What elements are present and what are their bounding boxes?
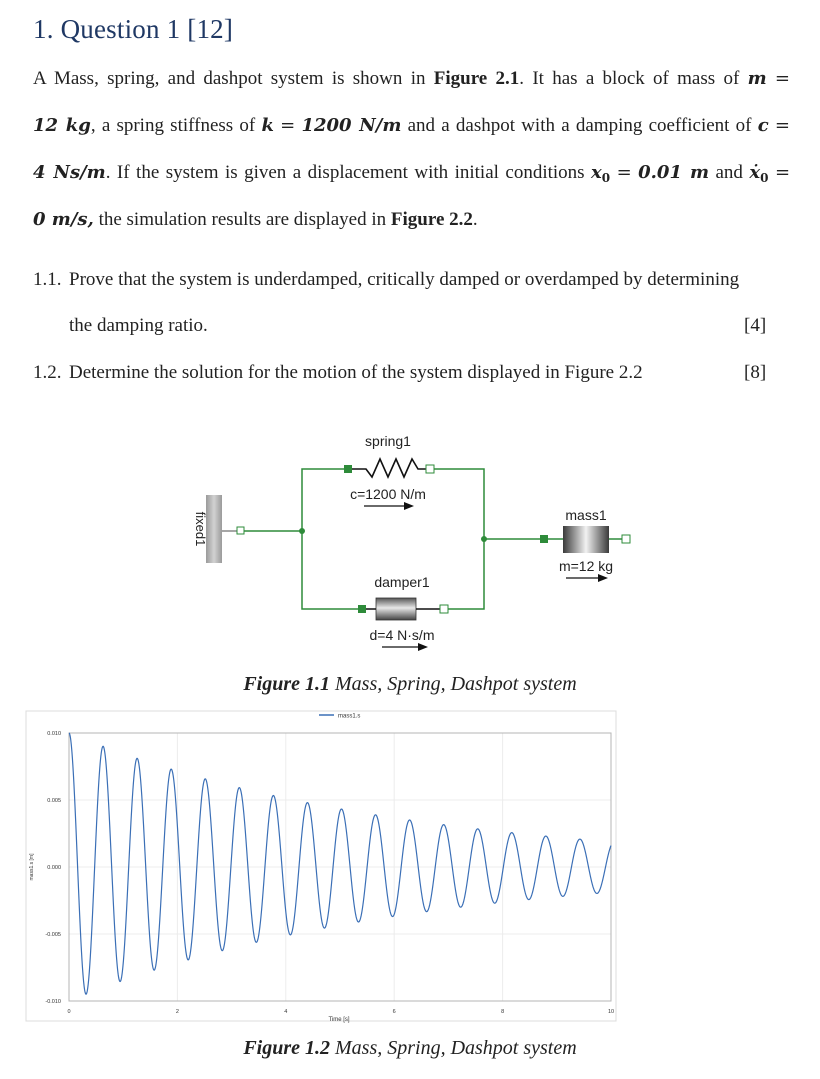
- damper-param: d=4 N·s/m: [369, 627, 435, 643]
- question-1-1-marks: [4]: [744, 315, 767, 336]
- question-1-2-number: 1.2.: [33, 362, 62, 383]
- mass-block: [563, 526, 609, 553]
- y-tick-label: 0.010: [47, 731, 61, 737]
- mass-label: mass1: [565, 507, 607, 523]
- figure-1-1-caption-bold: Figure 1.1: [243, 673, 330, 695]
- x-tick-label: 2: [175, 1009, 179, 1015]
- x-tick-label: 8: [501, 1009, 505, 1015]
- y-axis-label: mass1.s [m]: [29, 853, 35, 881]
- intro-line-1: A Mass, spring, and dashpot system is shown in Figure 2.1. It has a block of mass of m =: [33, 68, 790, 89]
- damper-label: damper1: [374, 574, 430, 590]
- question-1-1: [33, 269, 790, 291]
- x-tick-label: 4: [284, 1009, 288, 1015]
- spring-flange-b: [426, 465, 434, 473]
- y-tick-label: 0.000: [47, 865, 61, 871]
- question-1-1-text-cont: the damping ratio.: [69, 315, 208, 336]
- y-tick-label: -0.005: [45, 932, 61, 938]
- fixed-label: fixed1: [193, 511, 208, 547]
- damper-flange-b: [440, 605, 448, 613]
- spring-coil: [352, 459, 426, 477]
- x-tick-label: 10: [607, 1009, 615, 1015]
- spring-arrow: [404, 502, 414, 510]
- intro-line-4: 0 m/s, the simulation results are displayed in Figure 2.2.: [33, 209, 478, 230]
- figure-1-2-caption-bold: Figure 1.2: [243, 1037, 330, 1059]
- displacement-chart: [0, 703, 820, 1025]
- damper-body: [376, 598, 416, 620]
- junction-left: [299, 528, 305, 534]
- x-tick-label: 6: [392, 1009, 396, 1015]
- intro-line-2: 12 kg, a spring stiffness of k = 1200 N/m and a dashpot with a damping coefficient of c =: [33, 115, 790, 136]
- intro-line-3: 4 Ns/m. If the system is given a displacement with initial conditions $x_0 = 0.01$ m and ẋ$_0$ =: [33, 162, 791, 185]
- fixed-flange: [237, 527, 244, 534]
- legend-entry: mass1.s: [338, 713, 361, 720]
- question-1-1-text: Prove that the system is underdamped, critically damped or overdamped by determining: [69, 269, 740, 290]
- mass-param: m=12 kg: [558, 558, 614, 574]
- mass-flange-b: [622, 535, 630, 543]
- chart-frame: [26, 711, 616, 1021]
- question-1-2-text: Determine the solution for the motion of the system displayed in Figure 2.2: [69, 362, 643, 383]
- question-1-2-marks: [8]: [744, 362, 767, 383]
- figure-1-2-caption: Figure 1.2 Mass, Spring, Dashpot system: [243, 1037, 577, 1059]
- damper-arrow: [418, 643, 428, 651]
- question-heading: 1. Question 1 [12]: [33, 14, 234, 44]
- spring-flange-a: [344, 465, 352, 473]
- spring-param: c=1200 N/m: [350, 486, 426, 502]
- y-tick-label: 0.005: [47, 798, 61, 804]
- y-tick-label: -0.010: [45, 999, 61, 1005]
- mass-spring-damper-diagram: [0, 415, 820, 685]
- question-1-1-number: 1.1.: [33, 269, 62, 290]
- spring-label: spring1: [365, 433, 411, 449]
- x-axis-label: Time [s]: [328, 1017, 350, 1023]
- fixed-support: [206, 495, 244, 563]
- mass-arrow: [598, 574, 608, 582]
- damper-flange-a: [358, 605, 366, 613]
- mass-flange-a: [540, 535, 548, 543]
- x-tick-label: 0: [67, 1009, 71, 1015]
- figure-1-1-caption: Figure 1.1 Mass, Spring, Dashpot system: [243, 673, 577, 695]
- junction-right: [481, 536, 487, 542]
